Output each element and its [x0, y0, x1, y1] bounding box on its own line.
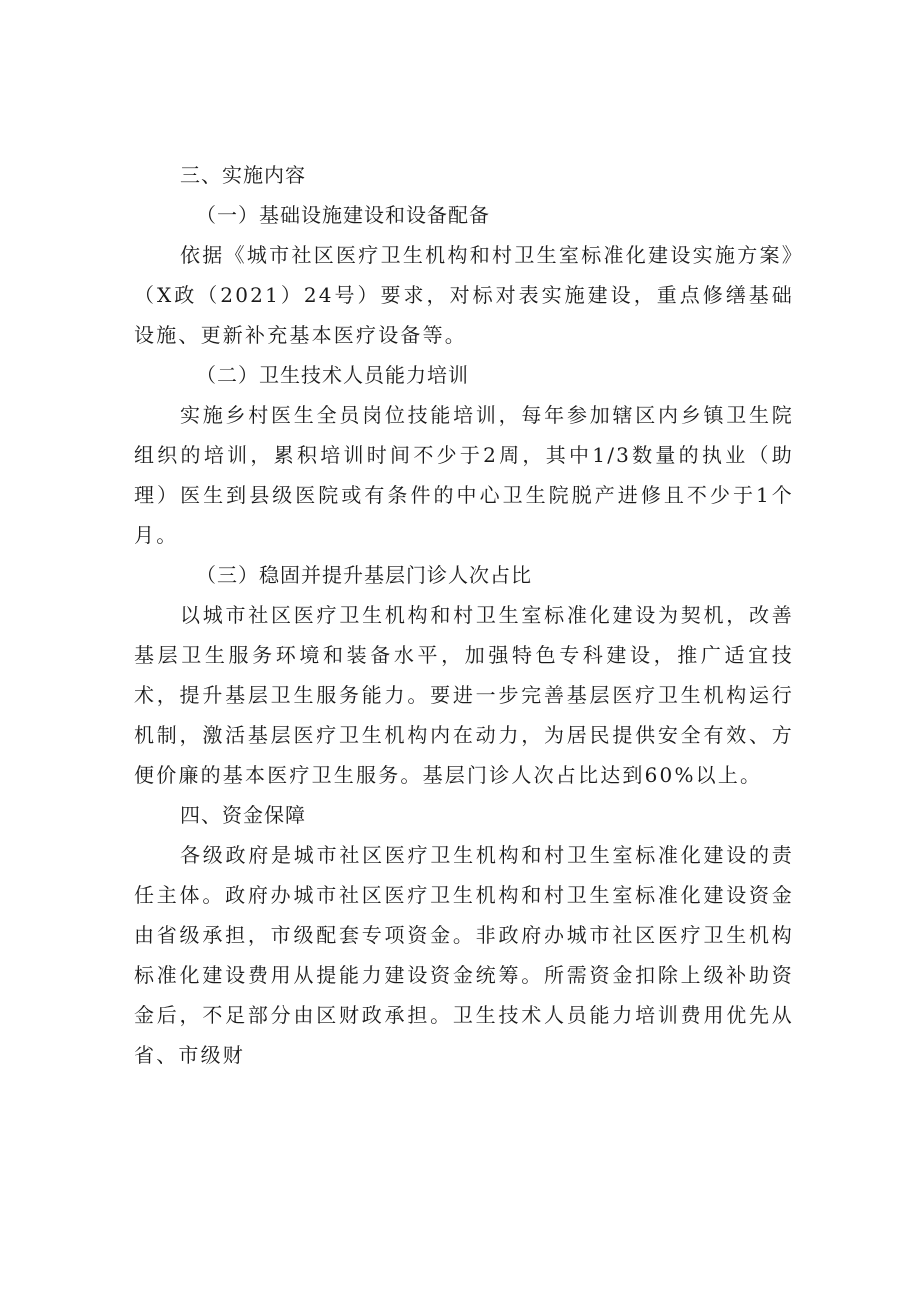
subsection-2-heading: （二）卫生技术人员能力培训 — [196, 363, 469, 387]
document-body — [134, 155, 794, 1075]
section-3-heading: 三、实施内容 — [180, 163, 306, 187]
subsection-1-paragraph: 依据《城市社区医疗卫生机构和村卫生室标准化建设实施方案》（X政（2021）24号）要求，对标对表实施建设，重点修缮基础设施、更新补充基本医疗设备等。 — [134, 243, 794, 347]
subsection-2-paragraph: 实施乡村医生全员岗位技能培训，每年参加辖区内乡镇卫生院组织的培训，累积培训时间不少于2周，其中1/3数量的执业（助理）医生到县级医院或有条件的中心卫生院脱产进修且不少于1个月。 — [134, 403, 794, 547]
subsection-3-paragraph: 以城市社区医疗卫生机构和村卫生室标准化建设为契机，改善基层卫生服务环境和装备水平，加强特色专科建设，推广适宜技术，提升基层卫生服务能力。要进一步完善基层医疗卫生机构运行机制，激活基层医疗卫生机构内在动力，为居民提供安全有效、方便价廉的基本医疗卫生服务。基层门诊人次占比达到60%以上。 — [134, 603, 794, 787]
subsection-1-heading: （一）基础设施建设和设备配备 — [196, 203, 490, 227]
subsection-3-heading: （三）稳固并提升基层门诊人次占比 — [196, 563, 532, 587]
section-4-paragraph: 各级政府是城市社区医疗卫生机构和村卫生室标准化建设的责任主体。政府办城市社区医疗卫生机构和村卫生室标准化建设资金由省级承担，市级配套专项资金。非政府办城市社区医疗卫生机构标准化建设费用从提能力建设资金统筹。所需资金扣除上级补助资金后，不足部分由区财政承担。卫生技术人员能力培训费用优先从省、市级财 — [134, 843, 794, 1067]
section-4-heading: 四、资金保障 — [180, 803, 306, 827]
